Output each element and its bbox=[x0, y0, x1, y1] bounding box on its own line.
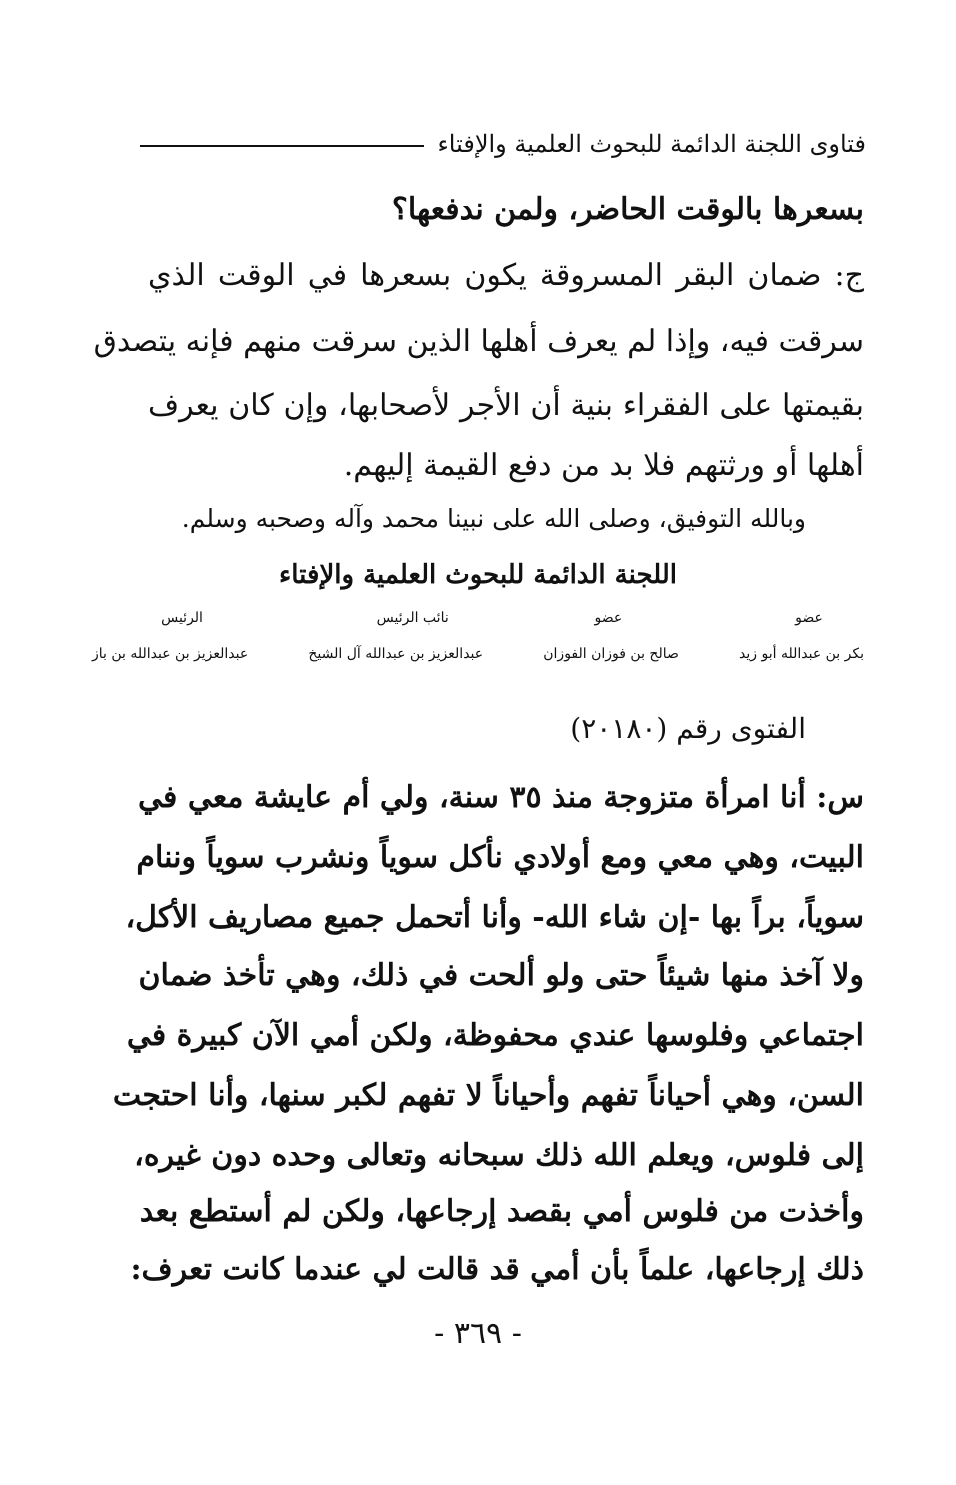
question-line: س: أنا امرأة متزوجة منذ ٣٥ سنة، ولي أم عايشة معي في bbox=[138, 780, 864, 815]
member-role: الرئيس bbox=[161, 610, 203, 626]
member-name: صالح بن فوزان الفوزان bbox=[543, 646, 679, 662]
answer-line: ج: ضمان البقر المسروقة يكون بسعرها في الوقت الذي bbox=[148, 258, 864, 293]
page-number: - ٣٦٩ - bbox=[434, 1316, 522, 1351]
signatures-block bbox=[92, 610, 864, 662]
question-line: ذلك إرجاعها، علماً بأن أمي قد قالت لي عندما كانت تعرف: bbox=[130, 1252, 864, 1287]
answer-line: سرقت فيه، وإذا لم يعرف أهلها الذين سرقت منهم فإنه يتصدق bbox=[93, 324, 864, 359]
question-line: البيت، وهي معي ومع أولادي نأكل سوياً ونشرب سوياً وننام bbox=[136, 840, 864, 875]
answer-line: بقيمتها على الفقراء بنية أن الأجر لأصحابها، وإن كان يعرف bbox=[148, 388, 864, 423]
closing-formula: وبالله التوفيق، وصلى الله على نبينا محمد وآله وصحبه وسلم. bbox=[181, 504, 806, 533]
committee-name: اللجنة الدائمة للبحوث العلمية والإفتاء bbox=[279, 560, 677, 590]
member-role: نائب الرئيس bbox=[376, 610, 449, 626]
header-rule bbox=[140, 145, 424, 147]
question-line: السن، وهي أحياناً تفهم وأحياناً لا تفهم لكبر سنها، وأنا احتجت bbox=[112, 1078, 864, 1113]
running-header-title: فتاوى اللجنة الدائمة للبحوث العلمية والإفتاء bbox=[437, 130, 866, 158]
signature-roles-row bbox=[92, 610, 864, 634]
fatwa-number: الفتوى رقم (٢٠١٨٠) bbox=[570, 712, 806, 745]
signature-names-row bbox=[92, 646, 864, 662]
question-line: إلى فلوس، ويعلم الله ذلك سبحانه وتعالى وحده دون غيره، bbox=[134, 1138, 864, 1173]
member-name: عبدالعزيز بن عبدالله بن باز bbox=[92, 646, 249, 662]
question-line: وأخذت من فلوس أمي بقصد إرجاعها، ولكن لم أستطع بعد bbox=[139, 1194, 864, 1229]
member-role: عضو bbox=[594, 610, 623, 626]
member-role: عضو bbox=[795, 610, 823, 626]
member-name: بكر بن عبدالله أبو زيد bbox=[739, 646, 864, 662]
answer-line: أهلها أو ورثتهم فلا بد من دفع القيمة إليهم. bbox=[343, 448, 864, 483]
question-line: اجتماعي وفلوسها عندي محفوظة، ولكن أمي الآن كبيرة في bbox=[126, 1018, 864, 1053]
running-header bbox=[140, 126, 866, 162]
member-name: عبدالعزيز بن عبدالله آل الشيخ bbox=[308, 646, 484, 662]
question-line: سوياً، براً بها -إن شاء الله- وأنا أتحمل جميع مصاريف الأكل، bbox=[125, 900, 864, 935]
question-tail: بسعرها بالوقت الحاضر، ولمن ندفعها؟ bbox=[391, 192, 864, 227]
question-line: ولا آخذ منها شيئاً حتى ولو ألحت في ذلك، وهي تأخذ ضمان bbox=[138, 958, 864, 993]
